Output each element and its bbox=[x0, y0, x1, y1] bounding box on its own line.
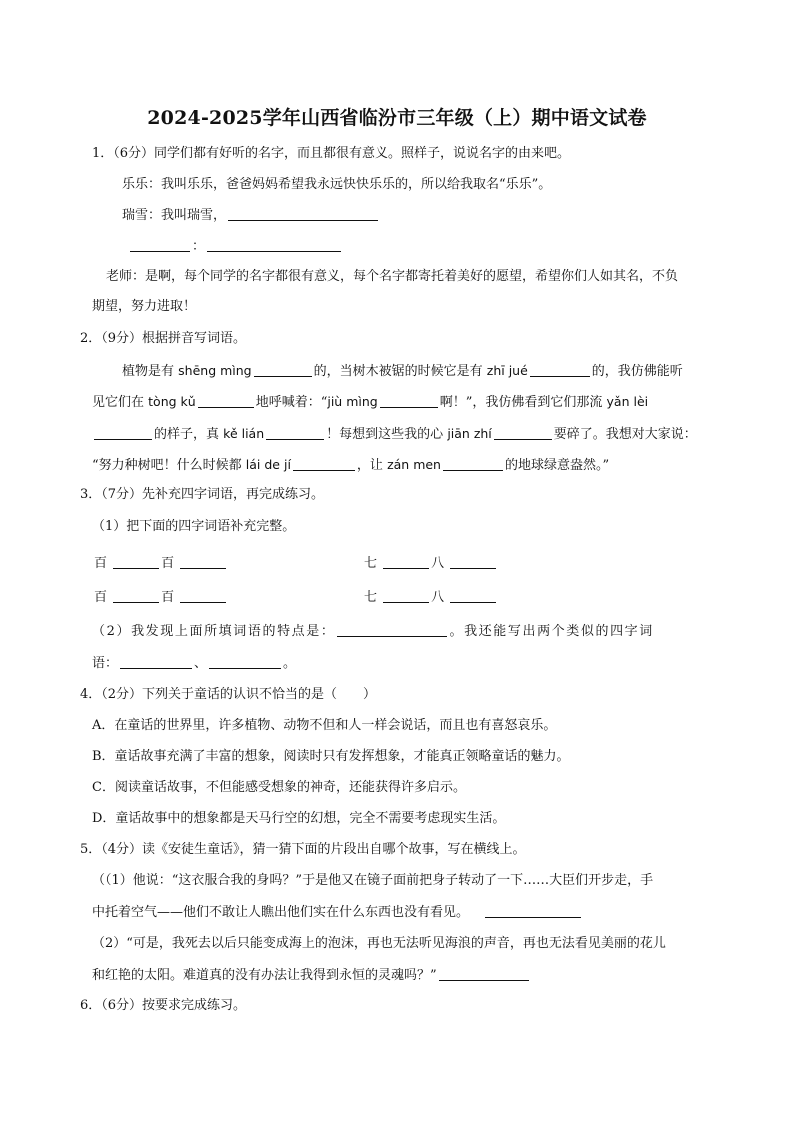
q3-example-blank-2[interactable] bbox=[209, 654, 281, 669]
q4-stem bbox=[80, 686, 376, 704]
q3-idiom-qiba-2 bbox=[364, 588, 498, 607]
q3-char-bai: 百 bbox=[94, 590, 108, 605]
q5-answer-blank-2[interactable] bbox=[439, 966, 529, 981]
q1-ruixue-label: 瑞雪：我叫瑞雪， bbox=[122, 208, 227, 223]
q3-blank[interactable] bbox=[450, 588, 496, 603]
pinyin-shengming: shēng mìng bbox=[178, 363, 252, 378]
q5-passage-1-line-1: （（1）他说：“这衣服合我的身吗？”于是他又在镜子面前把身子转动了一下……大臣们开步走，手 bbox=[92, 873, 654, 888]
q2-blank-5[interactable] bbox=[94, 425, 152, 440]
q3-idiom-bai-1 bbox=[94, 554, 228, 573]
q2-blank-8[interactable] bbox=[293, 456, 355, 471]
q4-number: 4． bbox=[80, 687, 102, 702]
q5-stem-text: （4分）读《安徒生童话》，猜一猜下面的片段出自哪个故事，写在横线上。 bbox=[101, 842, 526, 857]
q3-sub2-line-1 bbox=[92, 622, 654, 641]
q2-line-1 bbox=[122, 362, 683, 381]
pinyin-zanmen: zán men bbox=[387, 457, 441, 472]
q6-stem bbox=[80, 997, 246, 1015]
q3-blank[interactable] bbox=[383, 588, 429, 603]
q1-example: 乐乐：我叫乐乐，爸爸妈妈希望我永远快快乐乐的，所以给我取名“乐乐”。 bbox=[122, 177, 552, 192]
q3-blank[interactable] bbox=[450, 554, 496, 569]
q2-blank-3[interactable] bbox=[198, 393, 254, 408]
q3-separator: 、 bbox=[194, 656, 208, 671]
q3-feature-blank[interactable] bbox=[337, 622, 447, 637]
q2-number: 2． bbox=[80, 331, 102, 346]
q1-stem-text: （6分）同学们都有好听的名字，而且都很有意义。照样子，说说名字的由来吧。 bbox=[113, 146, 571, 161]
q2-text: 要碎了。我想对大家说： bbox=[553, 427, 697, 442]
pinyin-laideji: lái de jí bbox=[245, 457, 291, 472]
q2-blank-7[interactable] bbox=[494, 425, 552, 440]
q3-sub2-text: 语： bbox=[92, 656, 119, 671]
q3-char-qi: 七 bbox=[364, 590, 378, 605]
q1-teacher-line-1: 老师：是啊，每个同学的名字都很有意义，每个名字都寄托着美好的愿望，希望你们人如其名，不负 bbox=[106, 269, 679, 284]
q1-colon: ： bbox=[192, 239, 206, 254]
q3-blank[interactable] bbox=[383, 554, 429, 569]
q2-text: 啊！”，我仿佛看到它们那流 bbox=[439, 395, 603, 410]
q3-stem bbox=[80, 486, 324, 504]
q3-example-blank-1[interactable] bbox=[120, 654, 192, 669]
q3-stem-text: （7分）先补充四字词语，再完成练习。 bbox=[101, 487, 325, 502]
q1-answer-blank-2[interactable] bbox=[207, 237, 341, 252]
q5-passage-2-line-1: （2）“可是，我死去以后只能变成海上的泡沫，再也无法听见海浪的声音，再也无法看见美丽的花儿 bbox=[92, 936, 666, 951]
q3-char-qi: 七 bbox=[364, 556, 378, 571]
q2-blank-6[interactable] bbox=[266, 425, 324, 440]
q3-sub2-text: （2）我发现上面所填词语的特点是： bbox=[92, 624, 336, 639]
q1-stem bbox=[92, 145, 570, 163]
q3-blank[interactable] bbox=[113, 588, 159, 603]
pinyin-kelian: kě lián bbox=[223, 426, 265, 441]
q2-stem bbox=[80, 330, 246, 348]
q4-option-d[interactable]: D．童话故事中的想象都是天马行空的幻想，完全不需要考虑现实生活。 bbox=[92, 811, 506, 826]
q4-option-c[interactable]: C．阅读童话故事，不但能感受想象的神奇，还能获得许多启示。 bbox=[92, 780, 466, 795]
q2-blank-4[interactable] bbox=[380, 393, 438, 408]
q2-text: 见它们在 bbox=[92, 395, 145, 410]
q2-text: “努力种树吧！什么时候都 bbox=[92, 458, 242, 473]
q5-passage-text: 中托着空气——他们不敢让人瞧出他们实在什么东西也没有看见。 bbox=[92, 905, 470, 920]
q2-text: 的，我仿佛能听 bbox=[591, 364, 683, 379]
q3-idiom-qiba-1 bbox=[364, 554, 498, 573]
q1-number: 1． bbox=[92, 146, 114, 161]
q3-blank[interactable] bbox=[180, 554, 226, 569]
q5-passage-text: 和红艳的太阳。难道真的没有办法让我得到永恒的灵魂吗？” bbox=[92, 968, 437, 983]
q2-text: 地呼喊着：“ bbox=[255, 395, 328, 410]
q1-teacher-line-2: 期望，努力进取！ bbox=[92, 299, 197, 314]
q1-ruixue-line bbox=[122, 206, 380, 225]
q3-blank[interactable] bbox=[180, 588, 226, 603]
q2-text: 的样子，真 bbox=[154, 427, 220, 442]
q2-line-3 bbox=[92, 425, 697, 444]
q3-sub2-line-2 bbox=[92, 654, 296, 673]
q2-text: 植物是有 bbox=[122, 364, 175, 379]
q3-char-bai: 百 bbox=[161, 590, 175, 605]
q3-idiom-bai-2 bbox=[94, 588, 228, 607]
q2-text: 的，当树木被锯的时候它是有 bbox=[313, 364, 483, 379]
q1-custom-line bbox=[128, 237, 343, 256]
q4-option-a[interactable]: A．在童话的世界里，许多植物、动物不但和人一样会说话，而且也有喜怒哀乐。 bbox=[92, 718, 557, 733]
q5-passage-2-line-2 bbox=[92, 966, 531, 985]
q6-number: 6． bbox=[80, 998, 102, 1013]
pinyin-jianzhi: jiān zhí bbox=[447, 426, 492, 441]
q2-line-4 bbox=[92, 456, 609, 475]
pinyin-tongku: tòng kǔ bbox=[148, 394, 196, 409]
q5-stem bbox=[80, 841, 526, 859]
pinyin-yanlei: yǎn lèi bbox=[606, 394, 649, 409]
q3-blank[interactable] bbox=[113, 554, 159, 569]
q1-name-blank[interactable] bbox=[130, 237, 190, 252]
q3-period: 。 bbox=[283, 656, 297, 671]
q3-char-ba: 八 bbox=[431, 556, 445, 571]
pinyin-jiuming: jiù mìng bbox=[327, 394, 378, 409]
q3-char-ba: 八 bbox=[431, 590, 445, 605]
q2-text: ！每想到这些我的心 bbox=[326, 427, 444, 442]
q2-stem-text: （9分）根据拼音写词语。 bbox=[101, 331, 247, 346]
q2-blank-9[interactable] bbox=[443, 456, 503, 471]
q4-option-b[interactable]: B．童话故事充满了丰富的想象，阅读时只有发挥想象，才能真正领略童话的魅力。 bbox=[92, 749, 570, 764]
q2-blank-2[interactable] bbox=[530, 362, 590, 377]
q3-number: 3． bbox=[80, 487, 102, 502]
q1-answer-blank-1[interactable] bbox=[228, 206, 378, 221]
q5-passage-1-line-2 bbox=[92, 903, 583, 922]
pinyin-zhijue: zhī jué bbox=[486, 363, 528, 378]
q3-char-bai: 百 bbox=[94, 556, 108, 571]
q3-char-bai: 百 bbox=[161, 556, 175, 571]
q4-stem-text: （2分）下列关于童话的认识不恰当的是（ ） bbox=[101, 687, 377, 702]
q6-stem-text: （6分）按要求完成练习。 bbox=[101, 998, 247, 1013]
q2-blank-1[interactable] bbox=[254, 362, 312, 377]
q3-sub2-text: 。我还能写出两个类似的四字词 bbox=[449, 624, 654, 639]
q3-sub1: （1）把下面的四字词语补充完整。 bbox=[92, 519, 296, 534]
q5-answer-blank-1[interactable] bbox=[485, 903, 581, 918]
q2-text: ，让 bbox=[356, 458, 383, 473]
q5-number: 5． bbox=[80, 842, 102, 857]
page-title: 2024-2025学年山西省临汾市三年级（上）期中语文试卷 bbox=[147, 107, 647, 129]
q2-line-2 bbox=[92, 393, 648, 412]
q2-text: 的地球绿意盎然。” bbox=[504, 458, 610, 473]
